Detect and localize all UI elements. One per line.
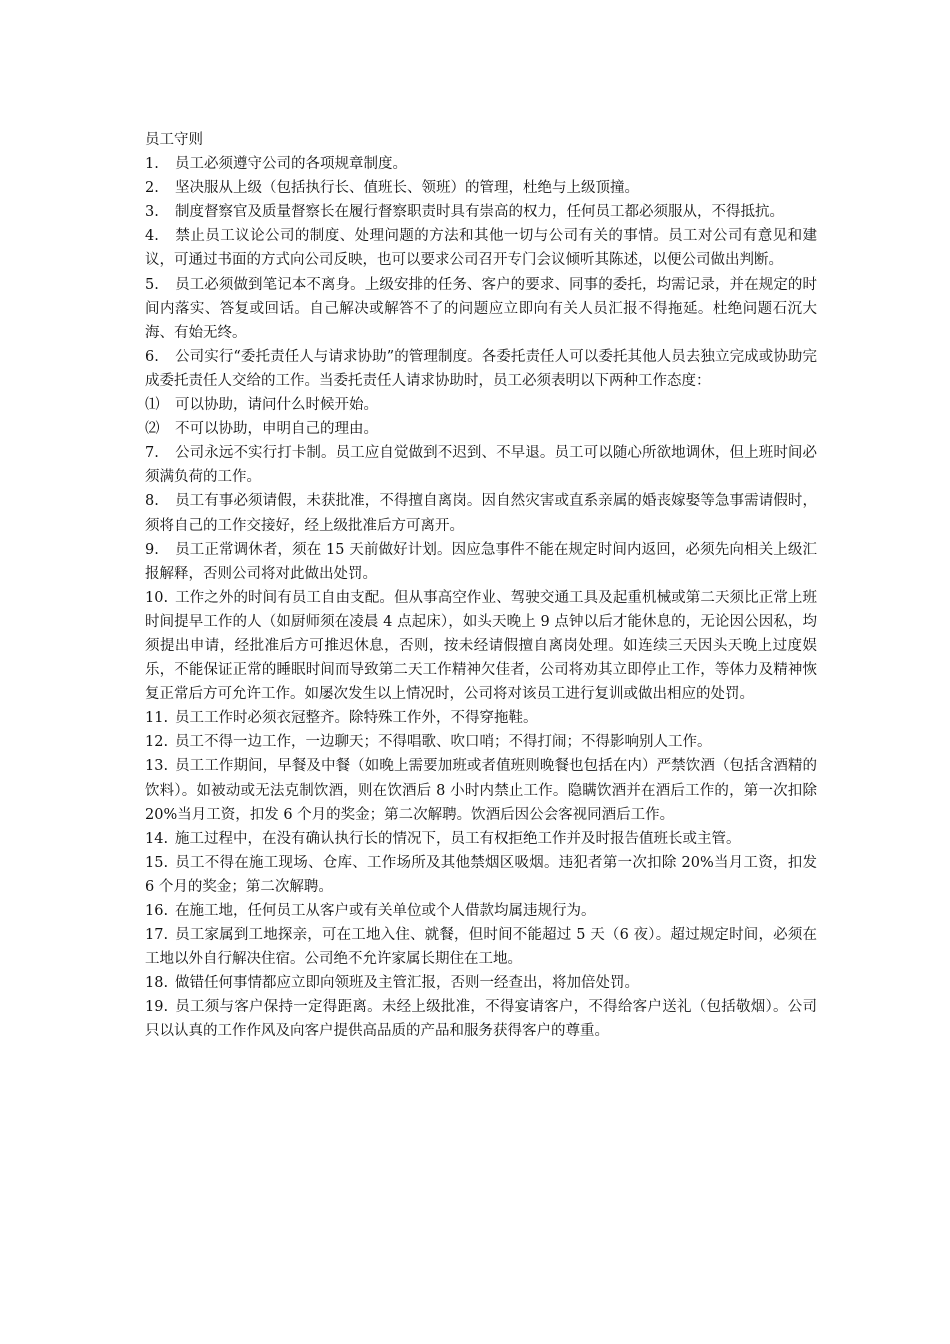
document-title: 员工守则 [145, 132, 203, 148]
rule-text: 做错任何事情都应立即向领班及主管汇报，否则一经查出，将加倍处罚。 [175, 975, 639, 992]
rule-item [145, 152, 817, 176]
rule-number: 10. [145, 589, 169, 606]
rule-item [145, 971, 817, 995]
rule-item [145, 706, 817, 730]
rule-item [145, 923, 817, 971]
rule-item [145, 995, 817, 1043]
rule-number: 7. [145, 445, 159, 462]
rule-number: ⑴ [145, 397, 160, 414]
rule-number: 2. [145, 180, 159, 197]
rule-text: 公司实行“委托责任人与请求协助”的管理制度。各委托责任人可以委托其他人员去独立完成或协助完成委托责任人交给的工作。当委托责任人请求协助时，员工必须表明以下两种工作态度： [145, 348, 817, 389]
rule-text: 员工有事必须请假，未获批准，不得擅自离岗。因自然灾害或直系亲属的婚丧嫁娶等急事需请假时，须将自己的工作交接好，经上级批准后方可离开。 [145, 493, 817, 534]
rule-item [145, 538, 817, 586]
rule-text: 员工正常调休者，须在 15 天前做好计划。因应急事件不能在规定时间内返回，必须先向相关上级汇报解释，否则公司将对此做出处罚。 [145, 541, 817, 582]
rule-number: 11. [145, 710, 169, 727]
rule-number: 3. [145, 204, 159, 221]
rule-item [145, 827, 817, 851]
rule-text: 员工不得一边工作，一边聊天；不得唱歌、吹口哨；不得打闹；不得影响别人工作。 [175, 734, 712, 751]
rule-number: 12. [145, 734, 169, 751]
rule-number: 6. [145, 348, 159, 365]
rule-number: 4. [145, 228, 159, 245]
rule-text: 不可以协助，申明自己的理由。 [175, 421, 378, 438]
rule-number: 13. [145, 758, 169, 775]
rule-text: 员工须与客户保持一定得距离。未经上级批准，不得宴请客户，不得给客户送礼（包括敬烟）。公司只以认真的工作作风及向客户提供高品质的产品和服务获得客户的尊重。 [145, 999, 817, 1040]
rule-number: 17. [145, 927, 169, 944]
rule-text: 可以协助，请问什么时候开始。 [175, 397, 378, 414]
rule-text: 施工过程中，在没有确认执行长的情况下，员工有权拒绝工作并及时报告值班长或主管。 [175, 830, 741, 847]
rule-item [145, 489, 817, 537]
rule-item [145, 176, 817, 200]
rules-list [145, 152, 817, 1043]
rule-number: 5. [145, 276, 159, 293]
rule-text: 员工家属到工地探亲，可在工地入住、就餐，但时间不能超过 5 天（6 夜）。超过规定时间，必须在工地以外自行解决住宿。公司绝不允许家属长期住在工地。 [145, 927, 817, 968]
rule-item [145, 586, 817, 706]
rule-number: 15. [145, 854, 169, 871]
rule-number: 9. [145, 541, 159, 558]
rule-item [145, 441, 817, 489]
rule-number: ⑵ [145, 421, 160, 438]
rule-item [145, 345, 817, 393]
rule-item [145, 754, 817, 826]
rule-item [145, 417, 817, 441]
rule-text: 制度督察官及质量督察长在履行督察职责时具有崇高的权力，任何员工都必须服从，不得抵抗。 [175, 204, 784, 221]
rule-item [145, 273, 817, 345]
rule-text: 禁止员工议论公司的制度、处理问题的方法和其他一切与公司有关的事情。员工对公司有意见和建议，可通过书面的方式向公司反映，也可以要求公司召开专门会议倾听其陈述，以便公司做出判断。 [145, 228, 817, 269]
rule-text: 员工不得在施工现场、仓库、工作场所及其他禁烟区吸烟。违犯者第一次扣除 20%当月工资，扣发 6 个月的奖金；第二次解聘。 [145, 854, 817, 895]
rule-number: 8. [145, 493, 159, 510]
rule-text: 员工必须遵守公司的各项规章制度。 [175, 156, 407, 173]
rule-text: 坚决服从上级（包括执行长、值班长、领班）的管理，杜绝与上级顶撞。 [175, 180, 639, 197]
rule-number: 1. [145, 156, 159, 173]
rule-text: 员工工作期间，早餐及中餐（如晚上需要加班或者值班则晚餐也包括在内）严禁饮酒（包括含酒精的饮料）。如被动或无法克制饮酒，则在饮酒后 8 小时内禁止工作。隐瞒饮酒并在酒后工作的，第一次扣除 20%当月工资，扣发 6 个月的奖金；第二次解聘。饮酒后因公会客视同酒后工作。 [145, 758, 817, 823]
rule-number: 19. [145, 999, 169, 1016]
rule-text: 公司永远不实行打卡制。员工应自觉做到不迟到、不早退。员工可以随心所欲地调休，但上班时间必须满负荷的工作。 [145, 445, 817, 486]
rule-text: 员工工作时必须衣冠整齐。除特殊工作外，不得穿拖鞋。 [175, 710, 538, 727]
rule-item [145, 224, 817, 272]
rule-number: 16. [145, 903, 169, 919]
document-body [145, 128, 817, 1044]
rule-text: 工作之外的时间有员工自由支配。但从事高空作业、驾驶交通工具及起重机械或第二天须比正常上班时间提早工作的人（如厨师须在凌晨 4 点起床），如头天晚上 9 点钟以后才能休息的，无论因公因私，均须提出申请，经批准后方可推迟休息，否则，按未经请假擅自离岗处理。如连续三天因头天晚上过度娱乐，不能保证正常的睡眠时间而导致第二天工作精神欠佳者，公司将劝其立即停止工作，等体力及精神恢复正常后方可允许工作。如屡次发生以上情况时，公司将对该员工进行复训或做出相应的处罚。 [145, 589, 817, 703]
rule-number: 14. [145, 830, 169, 847]
rule-item [145, 200, 817, 224]
rule-item [145, 730, 817, 754]
rule-item [145, 851, 817, 899]
rule-text: 员工必须做到笔记本不离身。上级安排的任务、客户的要求、同事的委托，均需记录，并在规定的时间内落实、答复或回话。自己解决或解答不了的问题应立即向有关人员汇报不得拖延。杜绝问题石沉大海、有始无终。 [145, 276, 817, 341]
rule-number: 18. [145, 975, 169, 992]
rule-item [145, 393, 817, 417]
rule-item [145, 899, 817, 923]
rule-text: 在施工地，任何员工从客户或有关单位或个人借款均属违规行为。 [175, 903, 596, 919]
